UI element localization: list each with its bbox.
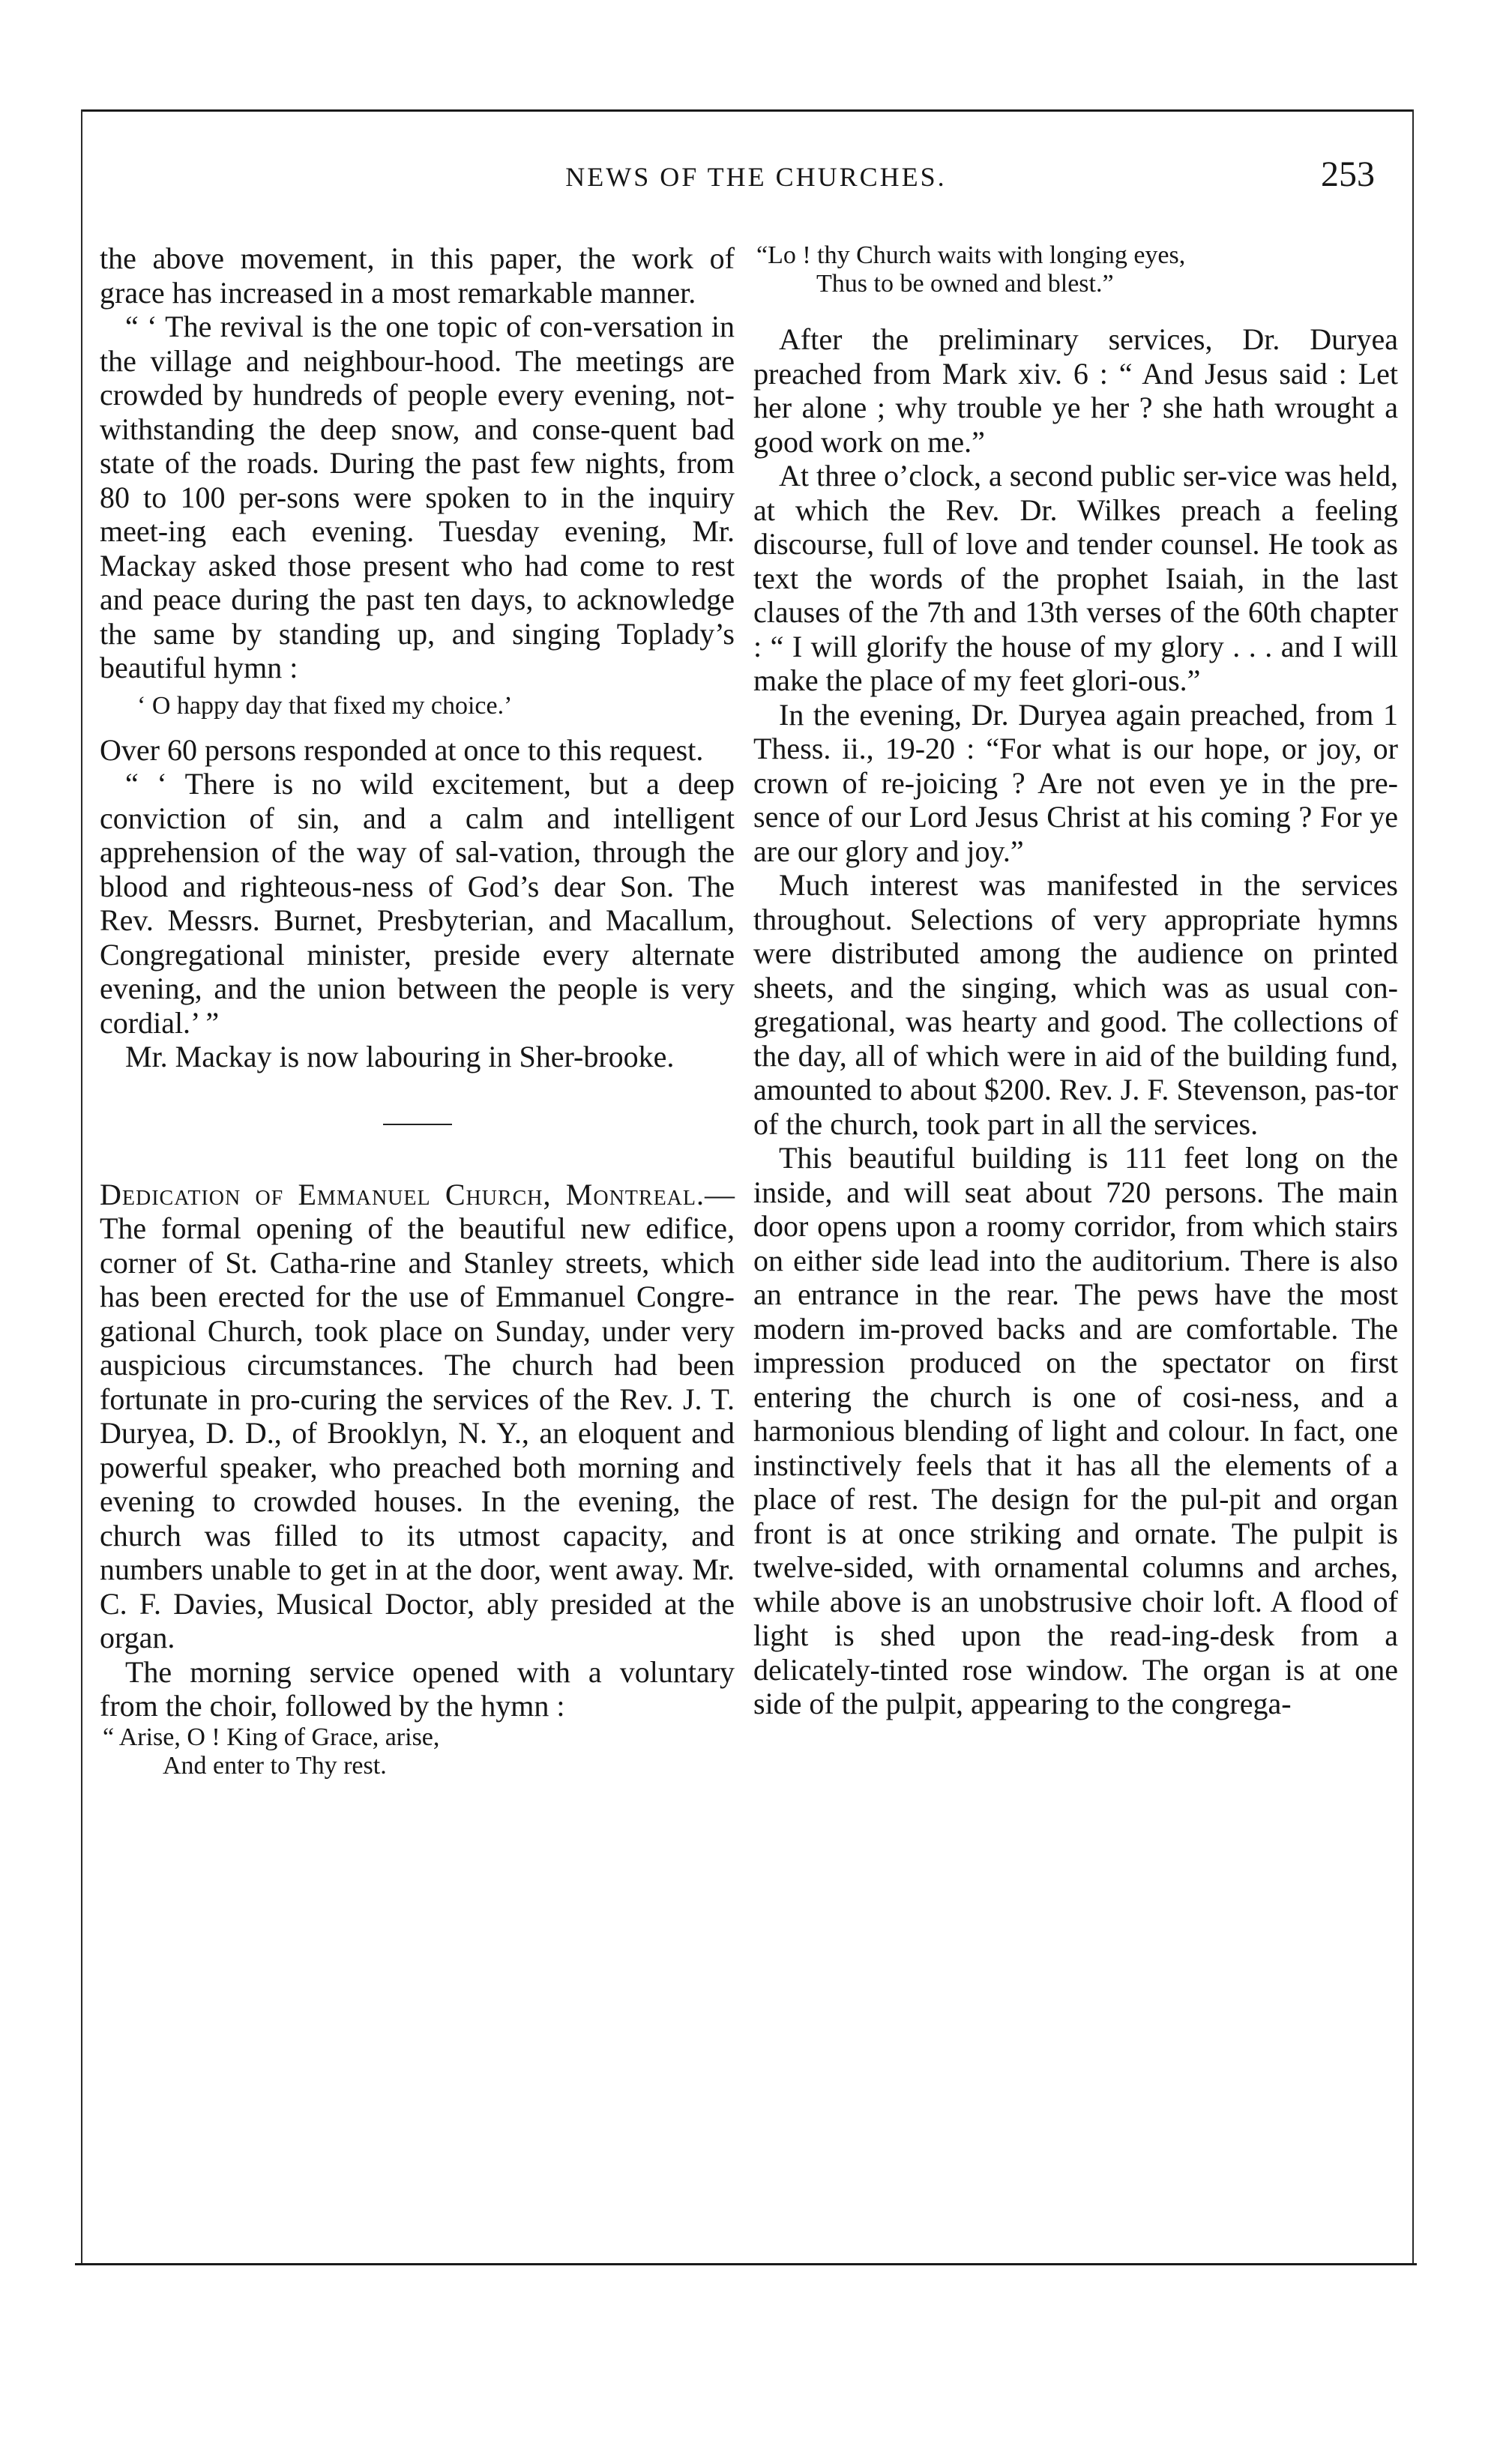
paragraph: Much interest was manifested in the services throughout. Selections of very appropriate hymns were distributed among the audience on printed sheets, and the singing, which was as usual con-gregational, was hearty and good. The collections of the day, all of which were in aid of the building fund, amounted to about $200. Rev. J. F. Stevenson, pas-tor of the church, took part in all the services. — [753, 868, 1398, 1141]
hymn-quote: ‘ O happy day that fixed my choice.’ — [137, 691, 513, 720]
running-head: NEWS OF THE CHURCHES. — [565, 162, 947, 192]
paragraph — [100, 1178, 735, 1655]
paragraph: This beautiful building is 111 feet long on the inside, and will seat about 720 persons. The main door opens upon a roomy corridor, from which stairs on either side lead into the auditorium. There is also an entrance in the rear. The pews have the most modern im-proved backs and are comfortable. The impression produced on the spectator on first entering the church is one of cosi-ness, and a harmonious blending of light and colour. In fact, one instinctively feels that it has all the elements of a place of rest. The design for the pul-pit and organ front is at once striking and ornate. The pulpit is twelve-sided, with ornamental columns and arches, while above is an unobstrusive choir loft. A flood of light is shed upon the read-ing-desk from a delicately-tinted rose window. The organ is at one side of the pulpit, appearing to the congrega- — [753, 1141, 1398, 1720]
paragraph: Mr. Mackay is now labouring in Sher-brooke. — [125, 1040, 675, 1073]
right-rule — [1412, 109, 1414, 2265]
paragraph: The morning service opened with a voluntary from the choir, followed by the hymn : — [100, 1654, 735, 1723]
left-rule — [81, 109, 82, 2265]
hymn-line: And enter to Thy rest. — [163, 1751, 387, 1780]
paragraph-text: —The formal opening of the beautiful new edifice, corner of St. Catha-rine and Stanley streets, which has been erected for the use of Emmanuel Congre-gational Church, took place on Sunday, under very auspicious circumstances. The church had been fortunate in pro-curing the services of the Rev. J. T. Duryea, D. D., of Brooklyn, N. Y., an eloquent and powerful speaker, who preached both morning and evening to crowded houses. In the evening, the church was filled to its utmost capacity, and numbers unable to get in at the door, went away. Mr. C. F. Davies, Musical Doctor, ably presided at the organ. — [100, 1177, 735, 1654]
hymn-line: Thus to be owned and blest.” — [816, 270, 1114, 298]
spacer — [753, 298, 1398, 322]
hymn-line: “ Arise, O ! King of Grace, arise, — [103, 1723, 440, 1751]
left-column — [100, 241, 735, 1780]
page-number: 253 — [1321, 154, 1375, 194]
paragraph: Over 60 persons responded at once to this request. — [100, 732, 704, 767]
right-column — [753, 241, 1398, 1721]
paragraph: “ ‘ The revival is the one topic of con-versation in the village and neighbour-hood. The meetings are crowded by hundreds of people every evening, not-withstanding the deep snow, and conse-quent bad state of the roads. During the past few nights, from 80 to 100 per-sons were spoken to in the inquiry meet-ing each evening. Tuesday evening, Mr. Mackay asked those present who had come to rest and peace during the past ten days, to acknowledge the same by standing up, and singing Toplady’s beautiful hymn : — [100, 310, 735, 684]
paragraph: “ ‘ There is no wild excitement, but a deep conviction of sin, and a calm and intelligent apprehension of the way of sal-vation, through the blood and righteous-ness of God’s dear Son. The Rev. Messrs. Burnet, Presbyterian, and Macallum, Congregational minister, preside every alternate evening, and the union between the people is very cordial.’ ” — [100, 767, 735, 1040]
hymn-line: “Lo ! thy Church waits with longing eyes, — [756, 241, 1186, 269]
paragraph: the above movement, in this paper, the work of grace has increased in a most remarkable manner. — [100, 241, 735, 310]
bottom-rule — [75, 2263, 1417, 2265]
paragraph: At three o’clock, a second public ser-vice was held, at which the Rev. Dr. Wilkes preach a feeling discourse, full of love and tender counsel. He took as text the words of the prophet Isaiah, in the last clauses of the 7th and 13th verses of the 60th chapter : “ I will glorify the house of my glory . . . and I will make the place of my feet glori-ous.” — [753, 459, 1398, 697]
paragraph: After the preliminary services, Dr. Duryea preached from Mark xiv. 6 : “ And Jesus said : Let her alone ; why trouble ye her ? she hath wrought a good work on me.” — [753, 322, 1398, 459]
paragraph: In the evening, Dr. Duryea again preached, from 1 Thess. ii., 19-20 : “For what is our hope, or joy, or crown of re-joicing ? Are not even ye in the pre-sence of our Lord Jesus Christ at his coming ? For ye are our glory and joy.” — [753, 697, 1398, 868]
section-divider — [383, 1124, 452, 1125]
top-rule — [81, 109, 1414, 112]
section-heading: Dedication of Emmanuel Church, Montreal. — [100, 1177, 705, 1211]
